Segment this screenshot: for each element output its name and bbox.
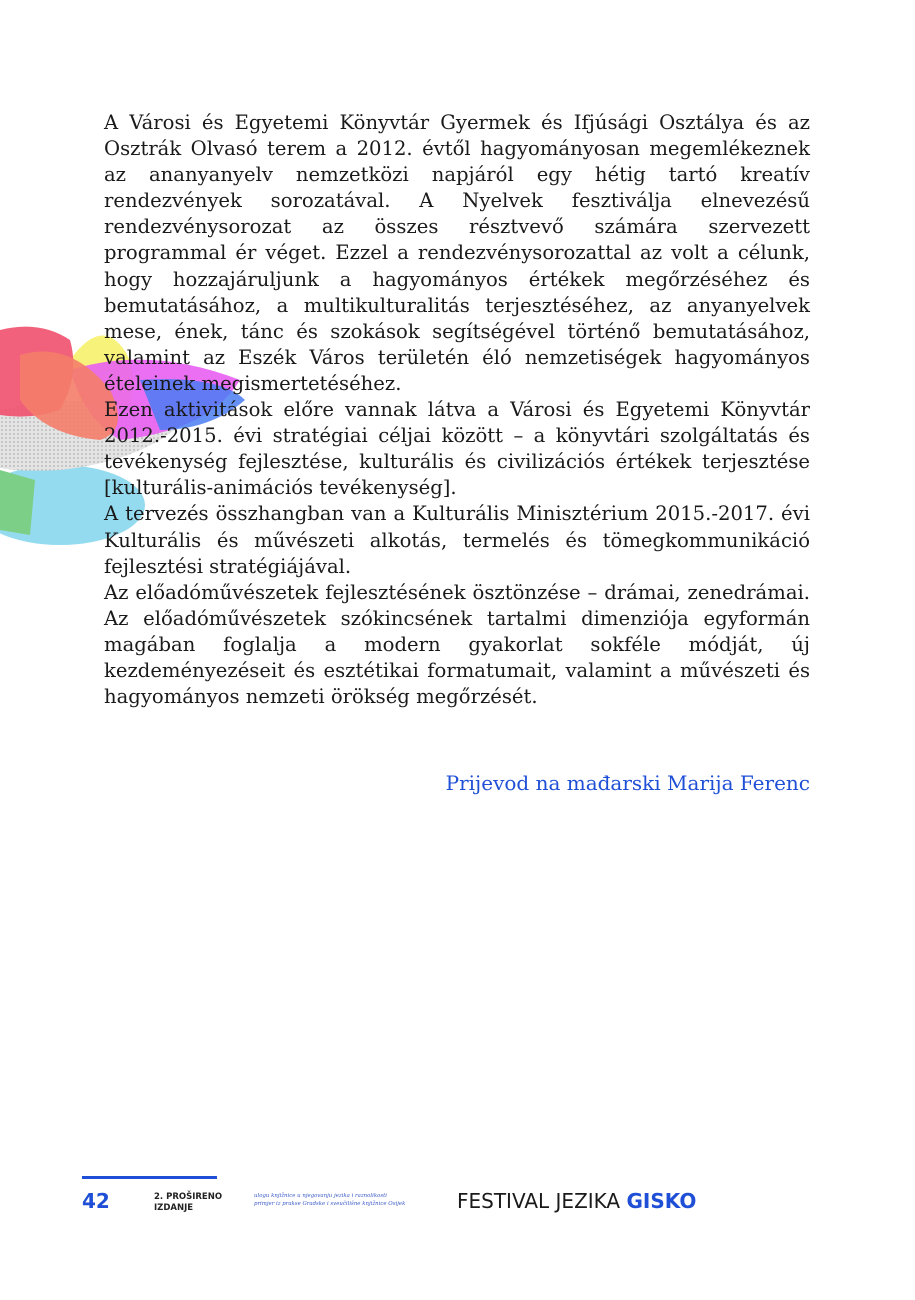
page-footer bbox=[0, 1170, 915, 1230]
handwritten-line-2: primjer iz prakse Gradske i sveučilišne knjižnice Osijek bbox=[254, 1201, 406, 1207]
paragraph-3: A tervezés összhangban van a Kulturális Minisztérium 2015.-2017. évi Kulturális és művészeti alkotás, termelés és tömegkommunikáció fejlesztési stratégiájával. bbox=[104, 502, 810, 578]
edition-line-1: 2. PROŠIRENO bbox=[154, 1192, 223, 1202]
festival-brand: GISKO bbox=[626, 1189, 697, 1213]
handwritten-subtitle bbox=[254, 1192, 454, 1208]
festival-name: FESTIVAL JEZIKA bbox=[457, 1189, 621, 1213]
festival-title bbox=[457, 1189, 696, 1213]
edition-label bbox=[154, 1192, 222, 1214]
edition-line-2: IZDANJE bbox=[154, 1203, 194, 1213]
translator-credit: Prijevod na mađarski Marija Ferenc bbox=[445, 771, 810, 795]
footer-divider bbox=[82, 1176, 217, 1179]
paragraph-4: Az előadóművészetek fejlesztésének ösztönzése – drámai, zenedrámai. Az előadóművészetek szókincsének tartalmi dimenziója egyformán magában foglalja a modern gyakorlat sokféle módját, új kezdeményezéseit és esztétikai formatumait, valamint a művészeti és hagyományos nemzeti örökség megőrzését. bbox=[104, 580, 810, 709]
body-text bbox=[104, 110, 810, 710]
handwritten-line-1: ulogu knjižnice u njegovanju jezika i raznolikosti bbox=[254, 1193, 387, 1199]
paragraph-1: A Városi és Egyetemi Könyvtár Gyermek és Ifjúsági Osztálya és az Osztrák Olvasó terem a 2012. évtől hagyományosan megemlékeznek az ananyanyelv nemzetközi napjáról egy hétig tartó kreatív rendezvények sorozatával. A Nyelvek fesztiválja elnevezésű rendezvénysorozat az összes résztvevő számára szervezett programmal ér véget. Ezzel a rendezvénysorozattal az volt a célunk, hogy hozzajáruljunk a hagyományos értékek megőrzéséhez és bemutatásához, a multikulturalitás terjesztéséhez, az anyanyelvek mese, ének, tánc és szokások segítségével történő bemutatásához, valamint az Eszék Város területén éló nemzetiségek hagyományos ételeinek megismertetéséhez. bbox=[104, 111, 810, 395]
page-number: 42 bbox=[82, 1189, 110, 1213]
paragraph-2: Ezen aktivitások előre vannak látva a Városi és Egyetemi Könyvtár 2012.-2015. évi stratégiai céljai között – a könyvtári szolgáltatás és tevékenység fejlesztése, kulturális és civilizációs értékek terjesztése [kulturális-animációs tevékenység]. bbox=[104, 398, 810, 500]
